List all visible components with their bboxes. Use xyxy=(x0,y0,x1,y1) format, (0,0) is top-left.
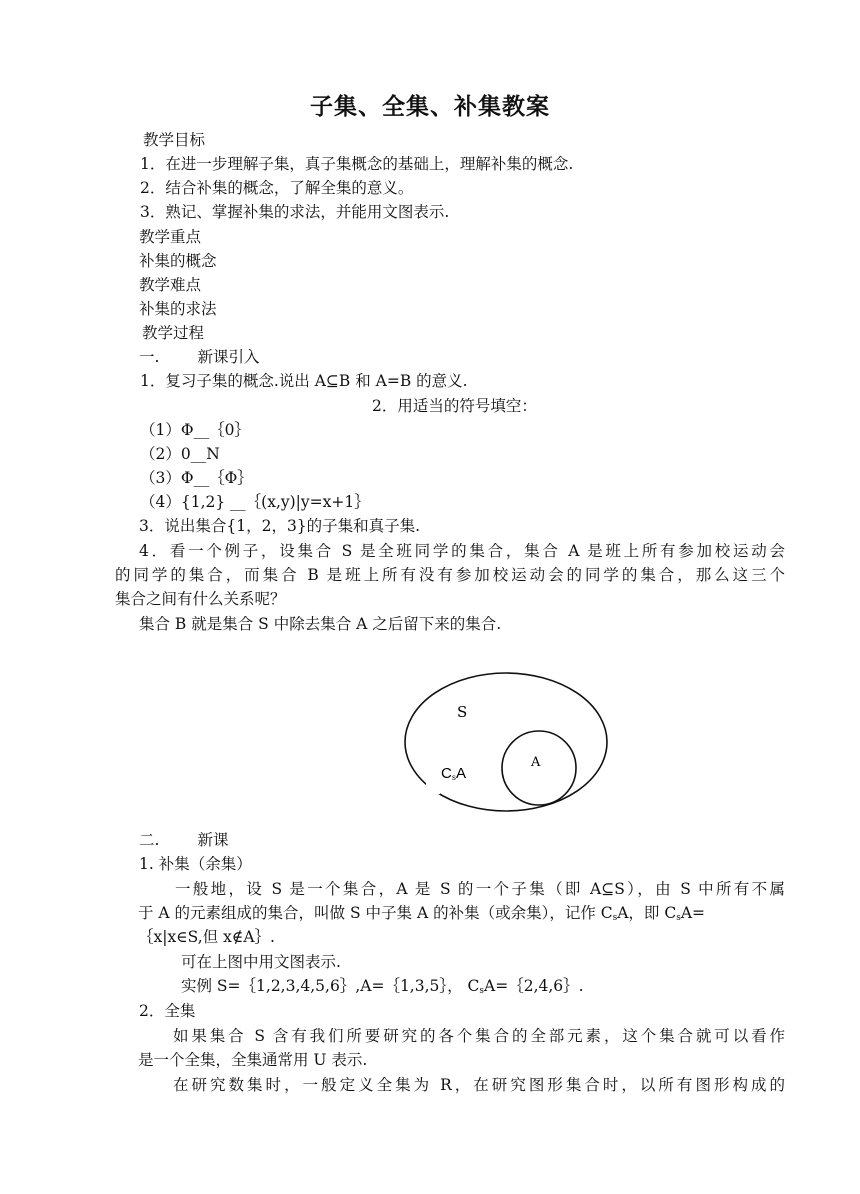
definition-line-3: ｛x|x∈S,但 x∉A｝. xyxy=(138,928,275,946)
fill-blank-3: （3）Φ__｛Φ｝ xyxy=(140,469,253,487)
universal-line-3: 在研究数集时，一般定义全集为 R，在研究图形集合时，以所有图形构成的 xyxy=(173,1076,785,1094)
definition-line-2: 于 A 的元素组成的集合，叫做 S 中子集 A 的补集（或余集），记作 $C_sA$，即 $C_sA=$ xyxy=(138,904,706,923)
ellipse-gap xyxy=(426,782,440,794)
section-2-heading xyxy=(139,830,228,850)
section-2-label: 新课 xyxy=(197,831,229,849)
goal-1: 1．在进一步理解子集，真子集概念的基础上，理解补集的概念. xyxy=(140,155,574,173)
teaching-goal-heading: 教学目标 xyxy=(143,131,206,149)
goal-3: 3．熟记、掌握补集的求法，并能用文图表示. xyxy=(140,203,450,221)
example-line-3: 集合之间有什么关系呢？ xyxy=(115,590,286,608)
complement-heading: 1. 补集（余集） xyxy=(139,855,252,873)
universal-line-2: 是一个全集，全集通常用 U 表示. xyxy=(138,1051,368,1069)
key-point-heading: 教学重点 xyxy=(139,228,202,246)
section-2-number: 二. xyxy=(139,831,160,849)
goal-2: 2．结合补集的概念，了解全集的意义。 xyxy=(140,179,414,197)
fill-blank-2: （2）0__N xyxy=(140,445,220,463)
set-a-label: A xyxy=(531,755,541,770)
section-1-number: 一. xyxy=(139,348,160,366)
review-item-1: 1．复习子集的概念.说出 A⊆B 和 A=B 的意义. xyxy=(140,372,468,390)
example-conclusion: 集合 B 就是集合 S 中除去集合 A 之后留下来的集合. xyxy=(139,615,502,633)
fill-blank-4: （4）{1,2} __｛(x,y)|y=x+1｝ xyxy=(140,493,370,511)
example-line-1: 4．看一个例子，设集合 S 是全班同学的集合，集合 A 是班上所有参加校运动会 xyxy=(139,542,785,560)
example-line-2: 的同学的集合，而集合 B 是班上所有没有参加校运动会的同学的集合，那么这三个 xyxy=(115,566,785,584)
diagram-note: 可在上图中用文图表示. xyxy=(181,953,341,971)
key-point: 补集的概念 xyxy=(139,252,217,270)
complement-example: 实例 S=｛1,2,3,4,5,6｝,A=｛1,3,5｝， $C_sA=\{2,4,6\}$. xyxy=(181,977,584,996)
difficulty: 补集的求法 xyxy=(139,300,217,318)
review-item-2: 2．用适当的符号填空： xyxy=(372,397,537,415)
difficulty-heading: 教学难点 xyxy=(139,276,202,294)
review-item-3: 3．说出集合{1，2，3}的子集和真子集. xyxy=(139,517,421,535)
venn-diagram xyxy=(400,670,615,815)
section-1-label: 新课引入 xyxy=(197,348,260,366)
universal-set-heading: 2．全集 xyxy=(139,1002,196,1020)
universal-line-1: 如果集合 S 含有我们所要研究的各个集合的全部元素，这个集合就可以看作 xyxy=(173,1027,785,1045)
process-heading: 教学过程 xyxy=(142,324,205,342)
section-1-heading xyxy=(139,347,259,367)
fill-blank-1: （1）Φ__｛0｝ xyxy=(140,421,250,439)
set-s-label: S xyxy=(457,703,468,721)
definition-line-1: 一般地，设 S 是一个集合，A 是 S 的一个子集（即 A⊆S），由 S 中所有不属 xyxy=(175,880,785,898)
complement-label: CsA xyxy=(441,765,466,782)
document-title: 子集、全集、补集教案 xyxy=(310,94,550,120)
